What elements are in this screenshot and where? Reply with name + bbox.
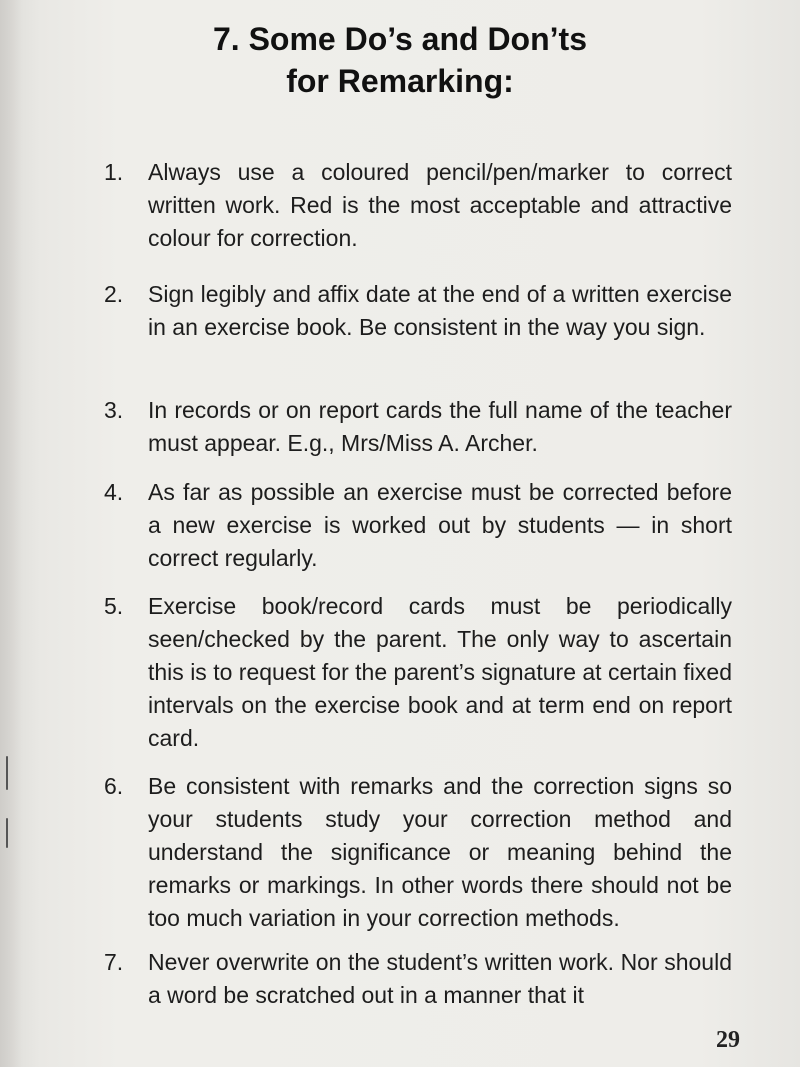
list-item — [104, 394, 732, 460]
binding-stitch — [6, 818, 8, 848]
section-title-line-2: for Remarking: — [286, 63, 514, 99]
list-item — [104, 278, 732, 344]
list-item — [104, 946, 732, 1012]
list-item-number: 5. — [104, 593, 124, 619]
list-item-number: 3. — [104, 397, 124, 423]
list-item — [104, 770, 732, 935]
list-item-number: 4. — [104, 479, 124, 505]
list-item-text: Exercise book/record cards must be periodically seen/checked by the parent. The only way to ascertain this is to request for the parent’s signature at certain fixed intervals on the exercise book and at term end on report card. — [148, 593, 732, 751]
list-item-text: As far as possible an exercise must be corrected before a new exercise is worked out by students — in short correct regularly. — [148, 479, 732, 571]
list-item-text: Always use a coloured pencil/pen/marker to correct written work. Red is the most acceptable and attractive colour for correction. — [148, 159, 732, 251]
list-item-number: 2. — [104, 281, 124, 307]
list-item-number: 1. — [104, 159, 124, 185]
list-item-text: Sign legibly and affix date at the end of a written exercise in an exercise book. Be consistent in the way you sign. — [148, 281, 732, 340]
list-item — [104, 156, 732, 255]
list-item — [104, 476, 732, 575]
section-title-line-1: 7. Some Do’s and Don’ts — [213, 21, 587, 57]
binding-stitch — [6, 756, 8, 790]
page-number: 29 — [716, 1027, 740, 1053]
list-item — [104, 590, 732, 755]
list-item-number: 6. — [104, 773, 124, 799]
list-item-text: Be consistent with remarks and the correction signs so your students study your correction method and understand the significance or meaning behind the remarks or markings. In other words there should not be too much variation in your correction methods. — [148, 773, 732, 931]
list-item-text: Never overwrite on the student’s written work. Nor should a word be scratched out in a manner that it — [148, 949, 732, 1008]
list-item-text: In records or on report cards the full name of the teacher must appear. E.g., Mrs/Miss A. Archer. — [148, 397, 732, 456]
page-spine-shadow — [0, 0, 22, 1067]
list-item-number: 7. — [104, 949, 124, 975]
